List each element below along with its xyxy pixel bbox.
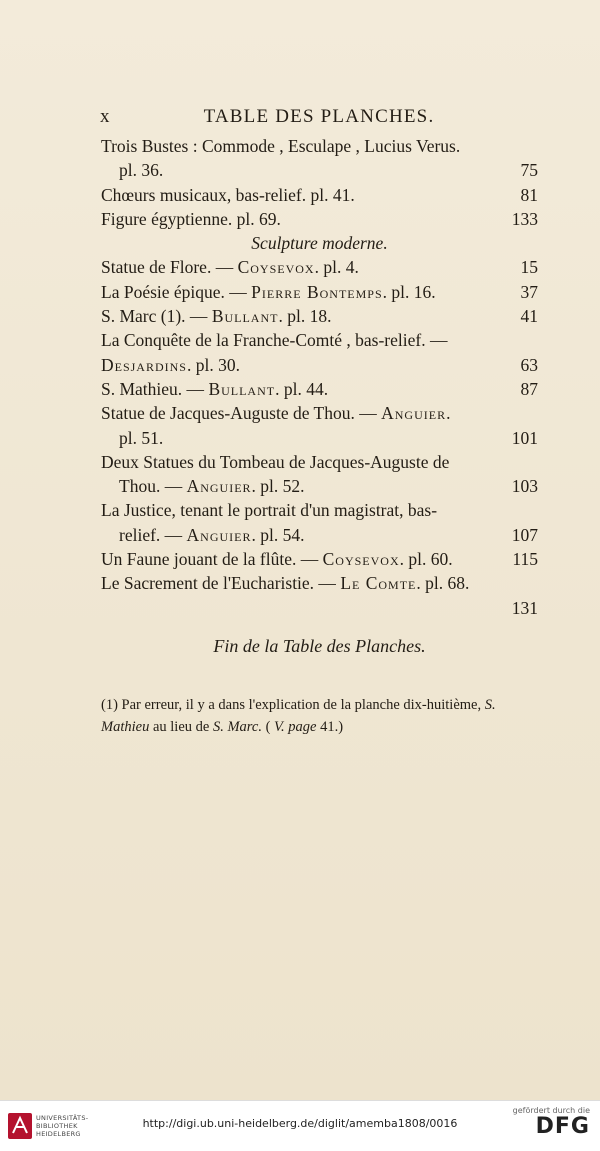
plate-reference: . pl. 52.	[251, 476, 305, 497]
plate-entry-text	[119, 474, 305, 498]
footnote-text-f: V. page	[274, 719, 317, 735]
artist-name: Le Comte	[340, 573, 417, 594]
entry-page-number: 107	[511, 524, 538, 545]
plate-entry-text	[119, 426, 163, 450]
entry-description: La Poésie épique. —	[101, 281, 252, 302]
section-heading	[101, 231, 538, 255]
entry-page-number: 37	[520, 281, 538, 302]
end-of-table-note: Fin de la Table des Planches.	[213, 636, 426, 656]
entry-description: Statue de Jacques-Auguste de Thou. —	[101, 403, 382, 424]
library-name-line-3: HEIDELBERG	[36, 1130, 81, 1138]
plate-entry	[101, 255, 538, 279]
entry-description: pl. 36.	[119, 160, 164, 181]
footnote-text-c: au lieu de	[149, 719, 213, 735]
artist-name: Anguier	[381, 403, 447, 424]
section-heading-text: Sculpture moderne.	[251, 233, 388, 254]
plate-reference: . pl. 60.	[399, 549, 453, 570]
viewer-footer	[0, 1100, 600, 1151]
plate-entry-text	[101, 377, 328, 401]
plate-entry	[101, 474, 538, 498]
plate-entry-text	[101, 280, 436, 304]
plate-entry-text	[101, 450, 449, 474]
plate-entry-text	[101, 255, 359, 279]
entry-page-number: 63	[520, 354, 538, 375]
footnote-text-b: S. Mathieu	[101, 697, 496, 735]
entry-description: Le Sacrement de l'Eucharistie. —	[101, 573, 341, 594]
permalink-url[interactable]: http://digi.ub.uni-heidelberg.de/diglit/amemba1808/0016	[142, 1117, 458, 1130]
plate-reference: . pl. 18.	[278, 306, 332, 327]
plate-reference: . pl. 68.	[416, 573, 470, 594]
entry-page-number: 81	[520, 184, 538, 205]
funded-by-label: gefördert durch die	[512, 1106, 590, 1115]
plate-reference: .	[446, 403, 451, 424]
plate-entry	[101, 158, 538, 182]
entry-description: Deux Statues du Tombeau de Jacques-Auguste de	[101, 451, 450, 472]
plate-reference: . pl. 16.	[382, 281, 436, 302]
entry-description: Trois Bustes : Commode , Esculape , Lucius Verus.	[101, 136, 461, 156]
plate-entry	[101, 426, 538, 450]
entry-page-number: 15	[520, 257, 538, 278]
artist-name: Desjardins	[101, 354, 187, 375]
footnote-text-d: S. Marc.	[212, 719, 262, 735]
entry-description: pl. 51.	[119, 427, 164, 448]
artist-name: Anguier	[186, 476, 252, 497]
library-name-line-1: UNIVERSITÄTS-	[36, 1114, 89, 1122]
entry-description: La Justice, tenant le portrait d'un magistrat, bas-	[101, 500, 438, 521]
plate-reference: . pl. 30.	[186, 354, 240, 375]
artist-name: Coysevox	[322, 549, 400, 570]
entry-page-number: 41	[520, 306, 538, 327]
artist-name: Bullant	[208, 378, 276, 399]
artist-name: Bullant	[211, 306, 279, 327]
artist-name: Anguier	[186, 524, 252, 545]
plate-entry-text	[101, 547, 453, 571]
plate-entry-text	[101, 328, 447, 352]
entry-description: S. Mathieu. —	[101, 378, 209, 399]
plate-entry	[101, 207, 538, 231]
entry-page-number: 133	[511, 208, 538, 229]
entry-description: Figure égyptienne. pl. 69.	[101, 208, 281, 229]
entry-description: Thou. —	[119, 476, 187, 497]
footnote-text-g: 41.)	[316, 719, 344, 735]
page-number: x	[100, 106, 111, 127]
entry-page-number: 131	[511, 597, 538, 618]
plate-entry	[101, 523, 538, 547]
artist-name: Pierre Bontemps	[251, 281, 383, 302]
entry-description: S. Marc (1). —	[101, 306, 212, 327]
entry-description: Un Faune jouant de la flûte. —	[101, 549, 323, 570]
plate-reference: . pl. 54.	[251, 524, 305, 545]
entry-description: Chœurs musicaux, bas-relief. pl. 41.	[101, 184, 355, 205]
plate-entry	[101, 134, 538, 158]
entry-description: relief. —	[119, 524, 187, 545]
funder-logo	[513, 1106, 590, 1139]
plate-entry	[101, 571, 538, 595]
running-header	[100, 106, 538, 132]
plate-entry-text	[101, 571, 469, 595]
plates-list	[101, 134, 538, 620]
entry-page-number: 101	[511, 427, 538, 448]
plate-reference: . pl. 4.	[314, 257, 359, 278]
dfg-logo: DFG	[535, 1114, 590, 1139]
plate-entry	[101, 596, 538, 620]
plate-entry-text	[101, 401, 450, 425]
plate-entry	[101, 377, 538, 401]
library-name-line-2: BIBLIOTHEK	[36, 1122, 78, 1130]
artist-name: Coysevox	[237, 257, 315, 278]
plate-entry	[101, 401, 538, 425]
footnote-text-e: (	[261, 719, 275, 735]
plate-entry	[101, 450, 538, 474]
footnote	[101, 694, 538, 738]
entry-page-number: 75	[520, 160, 538, 181]
plate-entry	[101, 498, 538, 522]
page-title: TABLE DES PLANCHES.	[203, 106, 435, 127]
plate-entry-text	[101, 304, 331, 328]
plate-entry	[101, 328, 538, 352]
plate-entry	[101, 183, 538, 207]
entry-page-number: 103	[511, 476, 538, 497]
plate-entry-text	[101, 353, 240, 377]
footnote-text-a: (1) Par erreur, il y a dans l'explication de la planche dix-huitième,	[101, 697, 485, 713]
plate-entry	[101, 304, 538, 328]
plate-entry	[101, 280, 538, 304]
entry-description: Statue de Flore. —	[101, 257, 238, 278]
plate-entry-text	[119, 158, 163, 182]
plate-entry-text	[119, 523, 305, 547]
entry-page-number: 115	[512, 549, 538, 570]
plate-entry-text	[101, 207, 281, 231]
plate-reference: . pl. 44.	[275, 378, 329, 399]
plate-entry-text	[101, 183, 355, 207]
plate-entry	[101, 547, 538, 571]
entry-page-number: 87	[520, 378, 538, 399]
plate-entry-text	[101, 134, 460, 158]
entry-description: La Conquête de la Franche-Comté , bas-relief. —	[101, 330, 448, 351]
plate-entry-text	[101, 498, 437, 522]
plate-entry	[101, 353, 538, 377]
